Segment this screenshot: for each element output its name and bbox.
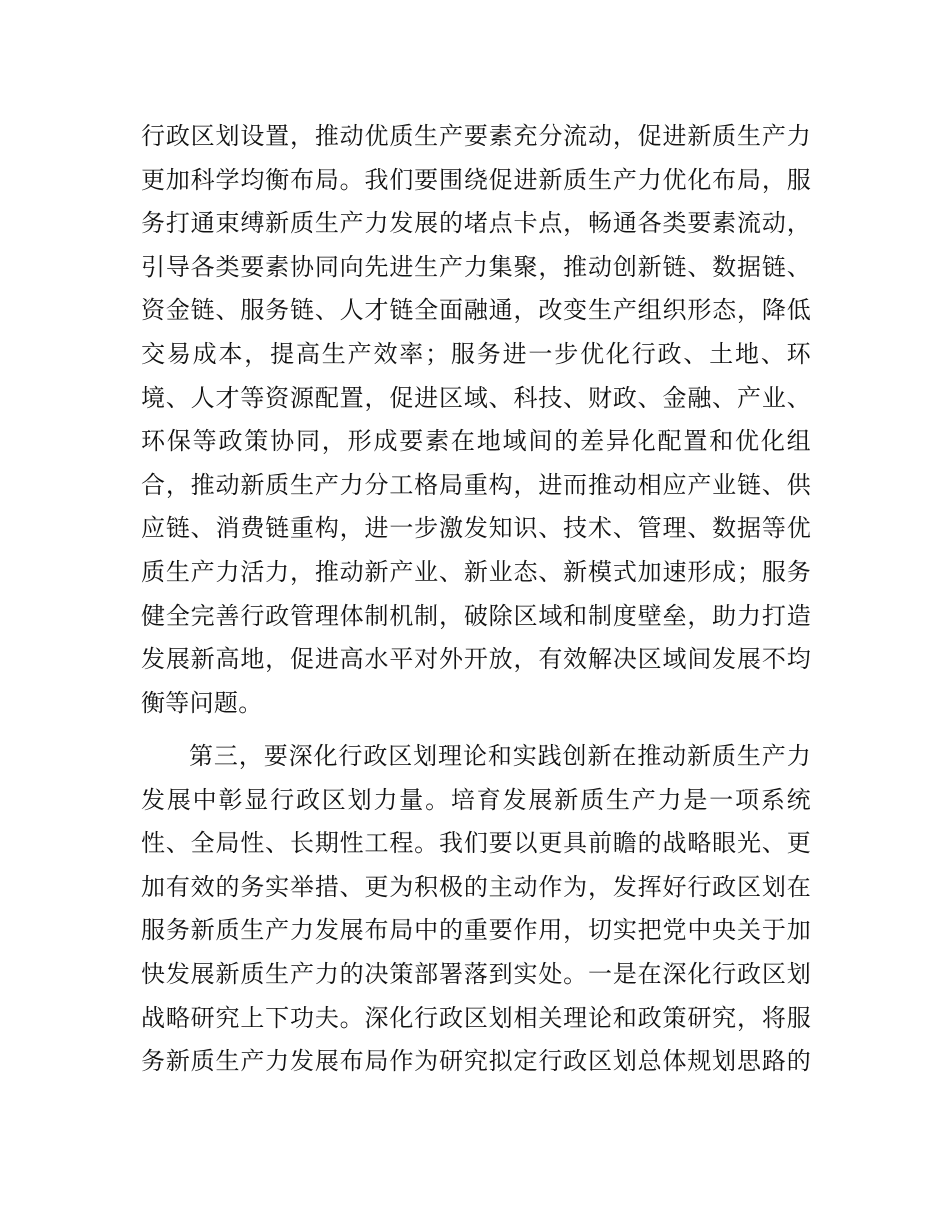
- text-line: 引导各类要素协同向先进生产力集聚，推动创新链、数据链、: [141, 252, 811, 281]
- text-line: 第三，要深化行政区划理论和实践创新在推动新质生产力: [189, 742, 811, 770]
- text-line: 战略研究上下功夫。深化行政区划相关理论和政策研究，将服: [141, 1003, 811, 1032]
- text-line: 交易成本，提高生产效率；服务进一步优化行政、土地、环: [141, 339, 811, 368]
- paragraph-2: [141, 735, 811, 1084]
- text-line: 快发展新质生产力的决策部署落到实处。一是在深化行政区划: [141, 959, 811, 988]
- text-line: 更加科学均衡布局。我们要围绕促进新质生产力优化布局，服: [141, 165, 811, 194]
- text-line: 性、全局性、长期性工程。我们要以更具前瞻的战略眼光、更: [141, 829, 811, 858]
- text-line: 务新质生产力发展布局作为研究拟定行政区划总体规划思路的: [141, 1047, 811, 1076]
- text-line: 服务新质生产力发展布局中的重要作用，切实把党中央关于加: [141, 916, 811, 945]
- text-line: 务打通束缚新质生产力发展的堵点卡点，畅通各类要素流动，: [141, 209, 811, 238]
- text-line: 行政区划设置，推动优质生产要素充分流动，促进新质生产力: [141, 122, 811, 150]
- text-line: 质生产力活力，推动新产业、新业态、新模式加速形成；服务: [141, 557, 811, 586]
- text-line: 境、人才等资源配置，促进区域、科技、财政、金融、产业、: [141, 383, 811, 412]
- text-line: 发展中彰显行政区划力量。培育发展新质生产力是一项系统: [141, 785, 811, 814]
- text-line: 健全完善行政管理体制机制，破除区域和制度壁垒，助力打造: [141, 601, 811, 630]
- text-line: 发展新高地，促进高水平对外开放，有效解决区域间发展不均: [141, 645, 811, 674]
- text-line: 合，推动新质生产力分工格局重构，进而推动相应产业链、供: [141, 470, 811, 499]
- text-line: 环保等政策协同，形成要素在地域间的差异化配置和优化组: [141, 427, 811, 456]
- text-line: 应链、消费链重构，进一步激发知识、技术、管理、数据等优: [141, 514, 811, 543]
- paragraph-1: [141, 115, 811, 725]
- text-line: 加有效的务实举措、更为积极的主动作为，发挥好行政区划在: [141, 872, 811, 901]
- text-line: 资金链、服务链、人才链全面融通，改变生产组织形态，降低: [141, 296, 811, 325]
- text-line: 衡等问题。: [141, 688, 263, 717]
